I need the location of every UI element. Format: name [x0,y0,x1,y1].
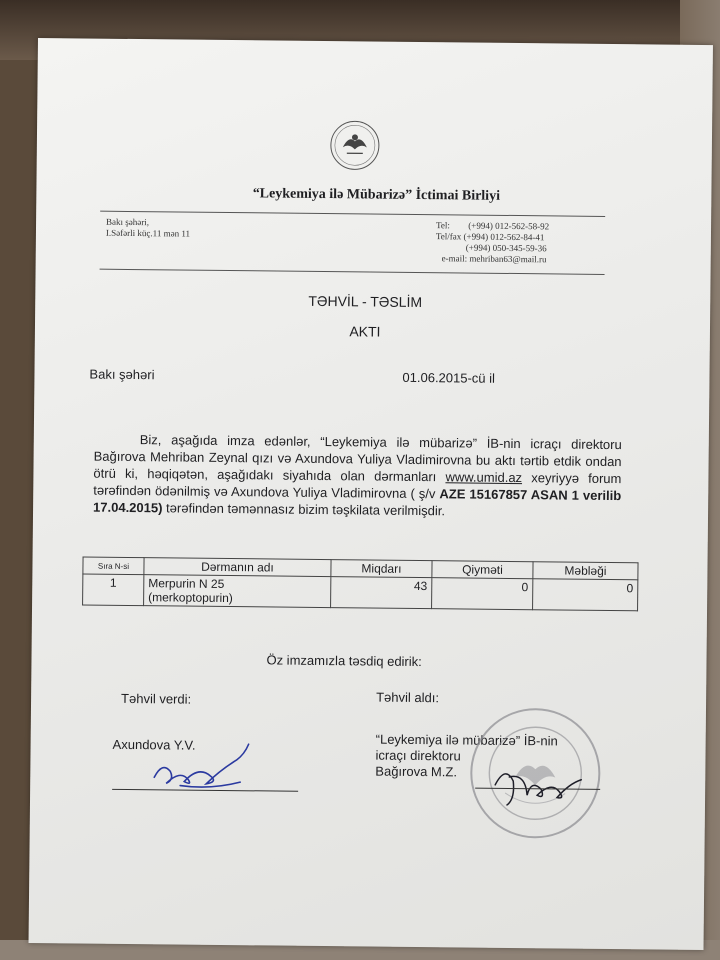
header-quantity: Miqdarı [331,560,432,578]
receiver-position: icraçı direktoru [375,747,461,764]
address-city: Bakı şəhəri, [106,216,150,228]
address-block [106,217,190,240]
receiver-signature [485,755,596,816]
tel-value: (+994) 012-562-58-92 [468,220,550,232]
document-city: Bakı şəhəri [89,366,155,383]
document-sheet [29,38,713,950]
cell-quantity: 43 [331,577,432,609]
tel-label: Tel: [436,220,450,231]
cell-amount: 0 [533,579,638,611]
receiver-name: Bağırova M.Z. [375,763,458,780]
header-price: Qiyməti [432,561,533,579]
telfax-value: (+994) 012-562-84-41 [463,231,545,243]
confirmation-text: Öz imzamızla təsdiq edirik: [266,652,422,670]
handover-name: Axundova Y.V. [112,736,196,753]
body-id-bold: AZE 15167857 ASAN 1 verilib 17.04.2015) [93,486,622,516]
address-street: I.Səfərli küç.11 mən 11 [105,227,191,239]
document-date: 01.06.2015-cü il [402,369,496,386]
header-amount: Məbləği [533,562,638,580]
email-value: mehriban63@mail.ru [469,253,547,265]
email-label: e-mail: [441,253,468,264]
header-drug-name: Dərmanın adı [144,558,331,577]
table-row [83,574,638,611]
contact-block [436,220,616,266]
body-part-2: xeyriyyə forum tərəfindən ödənilmiş və Axundova Yuliya Vladimirovna ( ş/v [93,470,622,502]
document-subtitle: AKTI [349,323,381,340]
body-link[interactable]: www.umid.az [445,469,523,486]
cell-number: 1 [83,574,144,606]
handover-label: Təhvil verdi: [121,690,192,707]
cell-drug-name [144,575,331,608]
drug-name: Merpurin N 25 [148,576,225,591]
letterhead-divider-bottom [100,269,605,275]
telfax-label: Tel/fax [435,231,462,242]
email-row [436,253,616,266]
cell-price: 0 [432,578,533,610]
document-title: TƏHVİL - TƏSLİM [308,292,423,311]
organization-name: “Leykemiya ilə Mübarizə” İctimai Birliyi [252,186,501,204]
receiver-org: “Leykemiya ilə mübarizə” İB-nin [375,731,558,749]
letterhead-divider-top [100,211,605,217]
medicines-table [82,556,638,611]
body-part-3: tərəfindən təmənnasız bizim təşkilata verilmişdir. [162,500,446,519]
body-part-1: Biz, aşağıda imza edənlər, “Leykemiya ilə mübarizə” İB-nin icraçı direktoru Bağırova Mehriban Zeynal qızı və Axundova Yuliya Vladimirovna bu aktı tərtib etdik ondan ötrü ki, həqiqətən, aşağıdakı siyahıda olan dərmanları [93,432,622,485]
mobile-value: (+994) 050-345-59-36 [465,242,547,254]
receipt-label: Təhvil aldı: [376,689,440,706]
organization-logo-icon [329,119,382,172]
drug-generic-name: (merkoptopurin) [148,590,233,606]
document-body [93,431,622,522]
header-number: Sıra N-si [83,557,144,575]
